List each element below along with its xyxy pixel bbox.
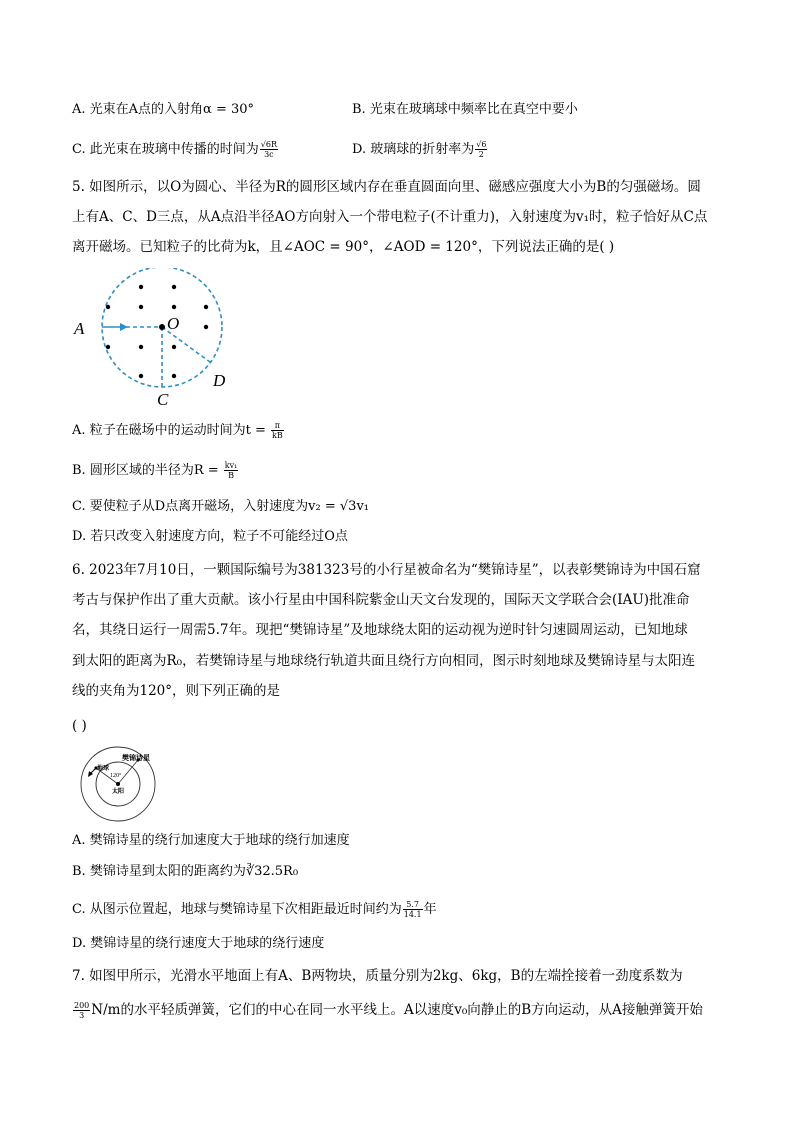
q5-option-c: C. 要使粒子从D点离开磁场，入射速度为v₂ = √3v₁ <box>72 499 369 514</box>
q4-option-d-text: D. 玻璃球的折射率为 <box>352 142 475 157</box>
q4-option-d-fraction: $\frac{√6}{2}$ <box>476 140 487 159</box>
q5-stem-line-3: 离开磁场。已知粒子的比荷为k，且∠AOC = 90°，∠AOD = 120°，下列说法正确的是( ) <box>72 239 615 255</box>
q6-option-c-unit: 年 <box>423 902 437 917</box>
q5-option-a-text: A. 粒子在磁场中的运动时间为t = <box>72 423 271 438</box>
q4-option-c-fraction: $\frac{√6R}{3c}$ <box>260 140 277 159</box>
label-earth: 地球 <box>97 766 110 772</box>
label-o: O <box>167 314 180 333</box>
q6-orbit-figure <box>76 746 160 824</box>
q5-option-a-fraction: $\frac{\pi}{kB}$ <box>272 421 283 440</box>
label-angle: 120° <box>110 773 122 779</box>
q6-stem-line-5: 线的夹角为120°，则下列正确的是 <box>72 683 281 699</box>
q5-magnetic-field-figure <box>70 268 240 410</box>
label-c: C <box>157 390 169 409</box>
label-d: D <box>213 371 226 390</box>
q4-option-c-text: C. 此光束在玻璃中传播的时间为 <box>72 142 259 157</box>
q6-answer-bracket: ( ) <box>72 718 87 734</box>
q4-option-a: A. 光束在A点的入射角α = 30° <box>72 102 255 117</box>
q7-stem-line-2-text: N/m的水平轻质弹簧，它们的中心在同一水平线上。A以速度v₀向静止的B方向运动，从A接触弹簧开始 <box>91 1002 703 1018</box>
q6-stem-line-1: 6. 2023年7月10日，一颗国际编号为381323号的小行星被命名为“樊锦诗星”，以表彰樊锦诗为中国石窟 <box>72 562 701 578</box>
q7-stem-line-1: 7. 如图甲所示，光滑水平地面上有A、B两物块，质量分别为2kg、6kg，B的左端拴接着一劲度系数为 <box>72 968 683 984</box>
q6-option-a: A. 樊锦诗星的绕行加速度大于地球的绕行加速度 <box>72 833 350 848</box>
q4-option-b: B. 光束在玻璃球中频率比在真空中要小 <box>352 102 578 117</box>
q6-option-c <box>72 900 437 920</box>
q6-option-c-fraction: $\frac{5.7}{14.1}$ <box>403 900 422 919</box>
label-a: A <box>74 319 85 338</box>
q7-spring-constant-fraction: $\frac{200}{3}$ <box>74 1001 90 1020</box>
q4-option-d <box>352 140 488 160</box>
q5-option-d: D. 若只改变入射速度方向，粒子不可能经过O点 <box>72 529 348 544</box>
q6-stem-line-3: 名，其绕日运行一周需5.7年。现把“樊锦诗星”及地球绕太阳的运动视为逆时针匀速圆周运动，已知地球 <box>72 622 688 638</box>
q4-option-c <box>72 140 279 160</box>
q6-option-c-text: C. 从图示位置起，地球与樊锦诗星下次相距最近时间约为 <box>72 902 402 917</box>
q5-option-b-text: B. 圆形区域的半径为R = <box>72 463 223 478</box>
q6-option-d: D. 樊锦诗星的绕行速度大于地球的绕行速度 <box>72 936 325 951</box>
q5-option-b <box>72 461 239 481</box>
q5-stem-line-1: 5. 如图所示，以O为圆心、半径为R的圆形区域内存在垂直圆面向里、磁感应强度大小为B的匀强磁场。圆 <box>72 179 701 195</box>
q7-stem-line-2 <box>72 1000 703 1020</box>
q5-option-b-fraction: $\frac{\text{kv₁}}{B}$ <box>224 461 238 480</box>
q6-stem-line-2: 考古与保护作出了重大贡献。该小行星由中国科院紫金山天文台发现的，国际天文学联合会(IAU)批准命 <box>72 592 690 608</box>
label-star: 樊锦诗星 <box>122 754 150 762</box>
q5-option-a <box>72 421 285 441</box>
q5-stem-line-2: 上有A、C、D三点，从A点沿半径AO方向射入一个带电粒子(不计重力)，入射速度为v₁时，粒子恰好从C点 <box>72 209 708 225</box>
q6-option-b: B. 樊锦诗星到太阳的距离约为∛32.5R₀ <box>72 864 299 879</box>
label-sun: 太阳 <box>112 789 125 795</box>
q6-stem-line-4: 到太阳的距离为R₀，若樊锦诗星与地球绕行轨道共面且绕行方向相同，图示时刻地球及樊锦诗星与太阳连 <box>72 653 696 669</box>
